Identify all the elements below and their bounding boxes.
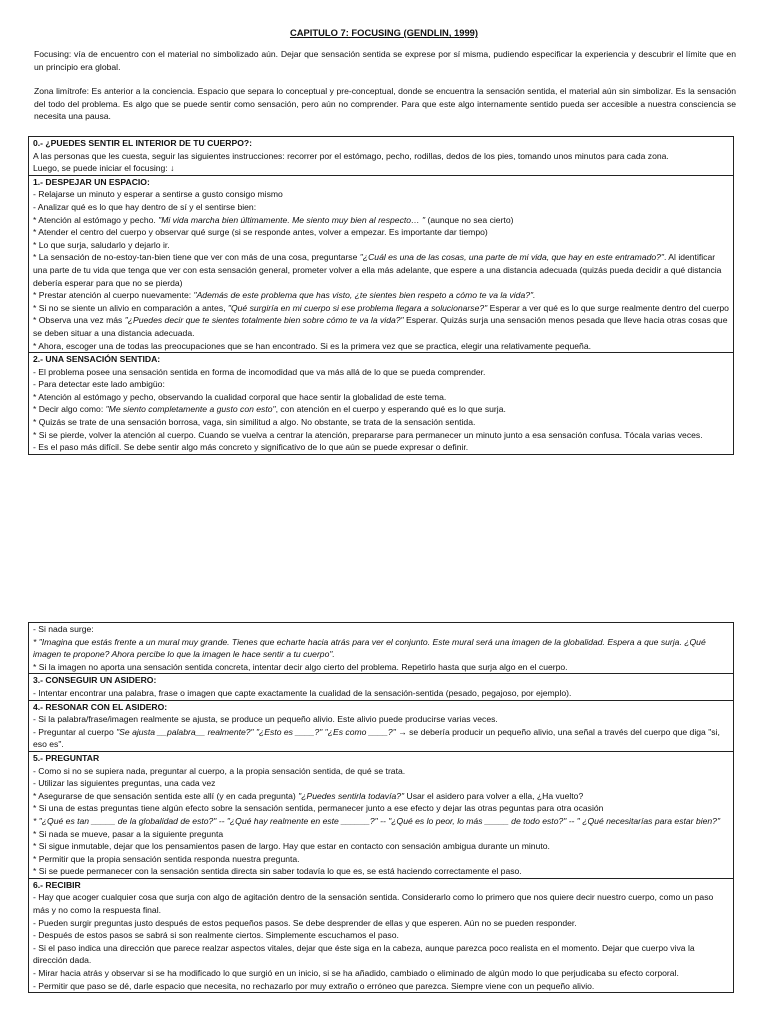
section-line: * "Imagina que estás frente a un mural muy grande. Tienes que echarte hacia atrás para ver el conjunto. Este mural será una imagen de la globalidad. Espera a que surja. ¿Qué imagen te propone? Ahora percibe lo que la imagen le hace sentir a tu cuerpo". bbox=[33, 636, 706, 660]
section-line: * Ahora, escoger una de todas las preocupaciones que se han encontrado. Si es la primera vez que se practica, elegir una relativamente pequeña. bbox=[33, 340, 591, 351]
section-line: * Prestar atención al cuerpo nuevamente: "Además de este problema que has visto, ¿te sientes bien respeto a cómo te va la vida?". bbox=[33, 290, 536, 301]
section-line: - Si la palabra/frase/imagen realmente se ajusta, se produce un pequeño alivio. Este alivio puede producirse varias veces. bbox=[33, 714, 498, 725]
section-line: * Atender el centro del cuerpo y observar qué surge (si se responde antes, volver a empezar. Es importante dar tiempo) bbox=[33, 227, 488, 238]
section-step-0 bbox=[29, 137, 733, 175]
section-line: * Si se puede permanecer con la sensación sentida directa sin saber todavía lo que es, se está haciendo correctamente el paso. bbox=[33, 866, 522, 877]
section-line: - Relajarse un minuto y esperar a sentirse a gusto consigo mismo bbox=[33, 189, 283, 200]
section-line: * Si una de estas preguntas tiene algún efecto sobre la sensación sentida, permanecer junto a ese efecto y dejar las otras peguntas para otra ocasión bbox=[33, 803, 604, 814]
section-line: A las personas que les cuesta, seguir las siguientes instrucciones: recorrer por el estómago, pecho, rodillas, dedos de los pies, tomando unos minutos para cada zona. bbox=[33, 150, 669, 161]
section-line: - Después de estos pasos se sabrá si son realmente ciertos. Simplemente escuchamos el paso. bbox=[33, 930, 399, 941]
section-line: * "¿Qué es tan _____ de la globalidad de esto?" -- "¿Qué hay realmente en este ______?" -- "¿Qué es lo peor, lo más _____ de todo esto?" -- " ¿Qué necesitarías para estar bien?" bbox=[33, 815, 721, 826]
section-line: * Si no se siente un alivio en comparación a antes, "Qué surgiría en mi cuerpo si ese problema llegara a solucionarse?" Esperar a ver qué es lo que surge realmente dentro del cuerpo bbox=[33, 302, 729, 313]
section-step-3 bbox=[29, 673, 733, 699]
page-title: CAPITULO 7: FOCUSING (GENDLIN, 1999) bbox=[289, 27, 479, 38]
section-heading: 0.- ¿PUEDES SENTIR EL INTERIOR DE TU CUERPO?: bbox=[33, 138, 253, 148]
intro-paragraph-zona: Zona limítrofe: Es anterior a la conciencia. Espacio que separa lo conceptual y pre-conceptual, donde se encuentra la sensación sentida, el material aún sin simbolizar. Es la sensación del todo del problema. Es algo que se puede sentir como sensación, pero aún no comprender. Para que este algo internamente sentido pueda ser accesible a nuestra consciencia se necesita una pausa. bbox=[34, 86, 736, 122]
section-line: * Decir algo como: "Me siento completamente a gusto con esto", con atención en el cuerpo y esperando qué es lo que surja. bbox=[33, 404, 506, 415]
section-line: - Hay que acoger cualquier cosa que surja con algo de agitación dentro de la sensación sentida. Considerarlo como lo primero que nos quiere decir nuestro cuerpo, como un paso más y no como la respuesta final. bbox=[33, 892, 714, 916]
section-step-6 bbox=[29, 878, 733, 992]
intro-paragraph-focusing: Focusing: vía de encuentro con el material no simbolizado aún. Dejar que sensación sentida se exprese por sí misma, pudiendo especificar la experiencia y descubrir el límite que en un principio era global. bbox=[34, 49, 736, 72]
section-step-1 bbox=[29, 175, 733, 352]
section-step-4 bbox=[29, 700, 733, 751]
section-line: - Como si no se supiera nada, preguntar al cuerpo, a la propia sensación sentida, de qué se trata. bbox=[33, 765, 406, 776]
section-heading: 5.- PREGUNTAR bbox=[33, 752, 100, 763]
section-line: - Si nada surge: bbox=[33, 624, 94, 634]
section-line: Luego, se puede iniciar el focusing: ↓ bbox=[33, 163, 175, 174]
section-line: - El problema posee una sensación sentida en forma de incomodidad que va más allá de lo que se pueda comprender. bbox=[33, 366, 486, 377]
section-line: * Si nada se mueve, pasar a la siguiente pregunta bbox=[33, 828, 224, 839]
section-line: * Lo que surja, saludarlo y dejarlo ir. bbox=[33, 239, 170, 250]
section-line: * Si sigue inmutable, dejar que los pensamientos pasen de largo. Hay que estar en contacto con sensación ambigua durante un minuto. bbox=[33, 841, 550, 852]
section-heading: 6.- RECIBIR bbox=[33, 879, 81, 890]
section-line: * La sensación de no-estoy-tan-bien tiene que ver con más de una cosa, preguntarse "¿Cuál es una de las cosas, una parte de mi vida, que hay en este entramado?". Al identificar una parte de tu vida que tenga que ver con esta sensación general, prometer volver a ella más adelante, que espere a una distancia adecuada (quizás pueda decidir a qué distancia debería esperar para que no se pierda) bbox=[33, 252, 722, 288]
section-line: - Intentar encontrar una palabra, frase o imagen que capte exactamente la cualidad de la sensación-sentida (pesado, pegajoso, por ejemplo). bbox=[33, 687, 572, 698]
section-step-2 bbox=[29, 352, 733, 454]
section-step-5 bbox=[29, 751, 733, 878]
section-step-2-continued bbox=[29, 623, 733, 673]
section-line: * Permitir que la propia sensación sentida responda nuestra pregunta. bbox=[33, 853, 300, 864]
section-line: * Si se pierde, volver la atención al cuerpo. Cuando se vuelva a centrar la atención, prepararse para permanecer un minuto junto a esa sensación confusa. Tócala varias veces. bbox=[33, 429, 703, 440]
section-line: - Utilizar las siguientes preguntas, una cada vez bbox=[33, 778, 216, 789]
section-heading: 4.- RESONAR CON EL ASIDERO: bbox=[33, 701, 168, 712]
section-line: - Permitir que paso se dé, darle espacio que necesita, no rechazarlo por muy extraño o erróneo que parezca. Siempre viene con un pequeño alivio. bbox=[33, 980, 595, 991]
section-line: * Si la imagen no aporta una sensación sentida concreta, intentar decir algo cierto del problema. Repetirlo hasta que surja algo en el cuerpo. bbox=[33, 661, 568, 672]
section-line: * Observa una vez más "¿Puedes decir que te sientes totalmente bien sobre cómo te va la vida?" Esperar. Quizás surja una sensación menos pesada que lleve hacia otras cosas que se deben situar a una distancia adecuada. bbox=[33, 315, 728, 338]
section-line: - Preguntar al cuerpo "Se ajusta __palabra__ realmente?" "¿Esto es ____?" "¿Es como ____?" → se debería producir un pequeño alivio, una señal a través del cuerpo que diga "si, eso es". bbox=[33, 726, 720, 750]
section-line: - Si el paso indica una dirección que parece realzar aspectos vitales, dejar que éste siga en la cabeza, aunque parezca poco realista en el momento. Dejar que cuerpo viva la dirección dada. bbox=[33, 942, 695, 966]
section-heading: 3.- CONSEGUIR UN ASIDERO: bbox=[33, 675, 157, 686]
section-line: * Quizás se trate de una sensación borrosa, vaga, sin similitud a algo. No obstante, se trata de la sensación sentida. bbox=[33, 417, 476, 428]
section-heading: 1.- DESPEJAR UN ESPACIO: bbox=[33, 176, 150, 187]
steps-table-part-2 bbox=[28, 622, 734, 993]
section-line: * Atención al estómago y pecho. "Mi vida marcha bien últimamente. Me siento muy bien al respecto… " (aunque no sea cierto) bbox=[33, 214, 514, 225]
section-line: - Pueden surgir preguntas justo después de estos pequeños pasos. Se debe desprender de ellas y que esperen. Aún no se pueden responder. bbox=[33, 917, 577, 928]
section-line: * Asegurarse de que sensación sentida este allí (y en cada pregunta) "¿Puedes sentirla todavía?" Usar el asidero para volver a ella, ¿Ha vuelto? bbox=[33, 790, 584, 801]
section-line: - Mirar hacia atrás y observar si se ha modificado lo que surgió en un inicio, si se ha añadido, cambiado o eliminado de algún modo lo que perjudicaba su efecto corporal. bbox=[33, 968, 679, 979]
section-line: - Analizar qué es lo que hay dentro de sí y el sentirse bien: bbox=[33, 201, 257, 212]
section-line: - Es el paso más difícil. Se debe sentir algo más concreto y significativo de lo que aún se puede expresar o definir. bbox=[33, 442, 469, 453]
section-heading: 2.- UNA SENSACIÓN SENTIDA: bbox=[33, 354, 161, 365]
steps-table-part-1 bbox=[28, 136, 734, 455]
section-line: - Para detectar este lado ambigüo: bbox=[33, 379, 165, 390]
section-line: * Atención al estómago y pecho, observando la cualidad corporal que hace sentir la globalidad de este tema. bbox=[33, 391, 447, 402]
